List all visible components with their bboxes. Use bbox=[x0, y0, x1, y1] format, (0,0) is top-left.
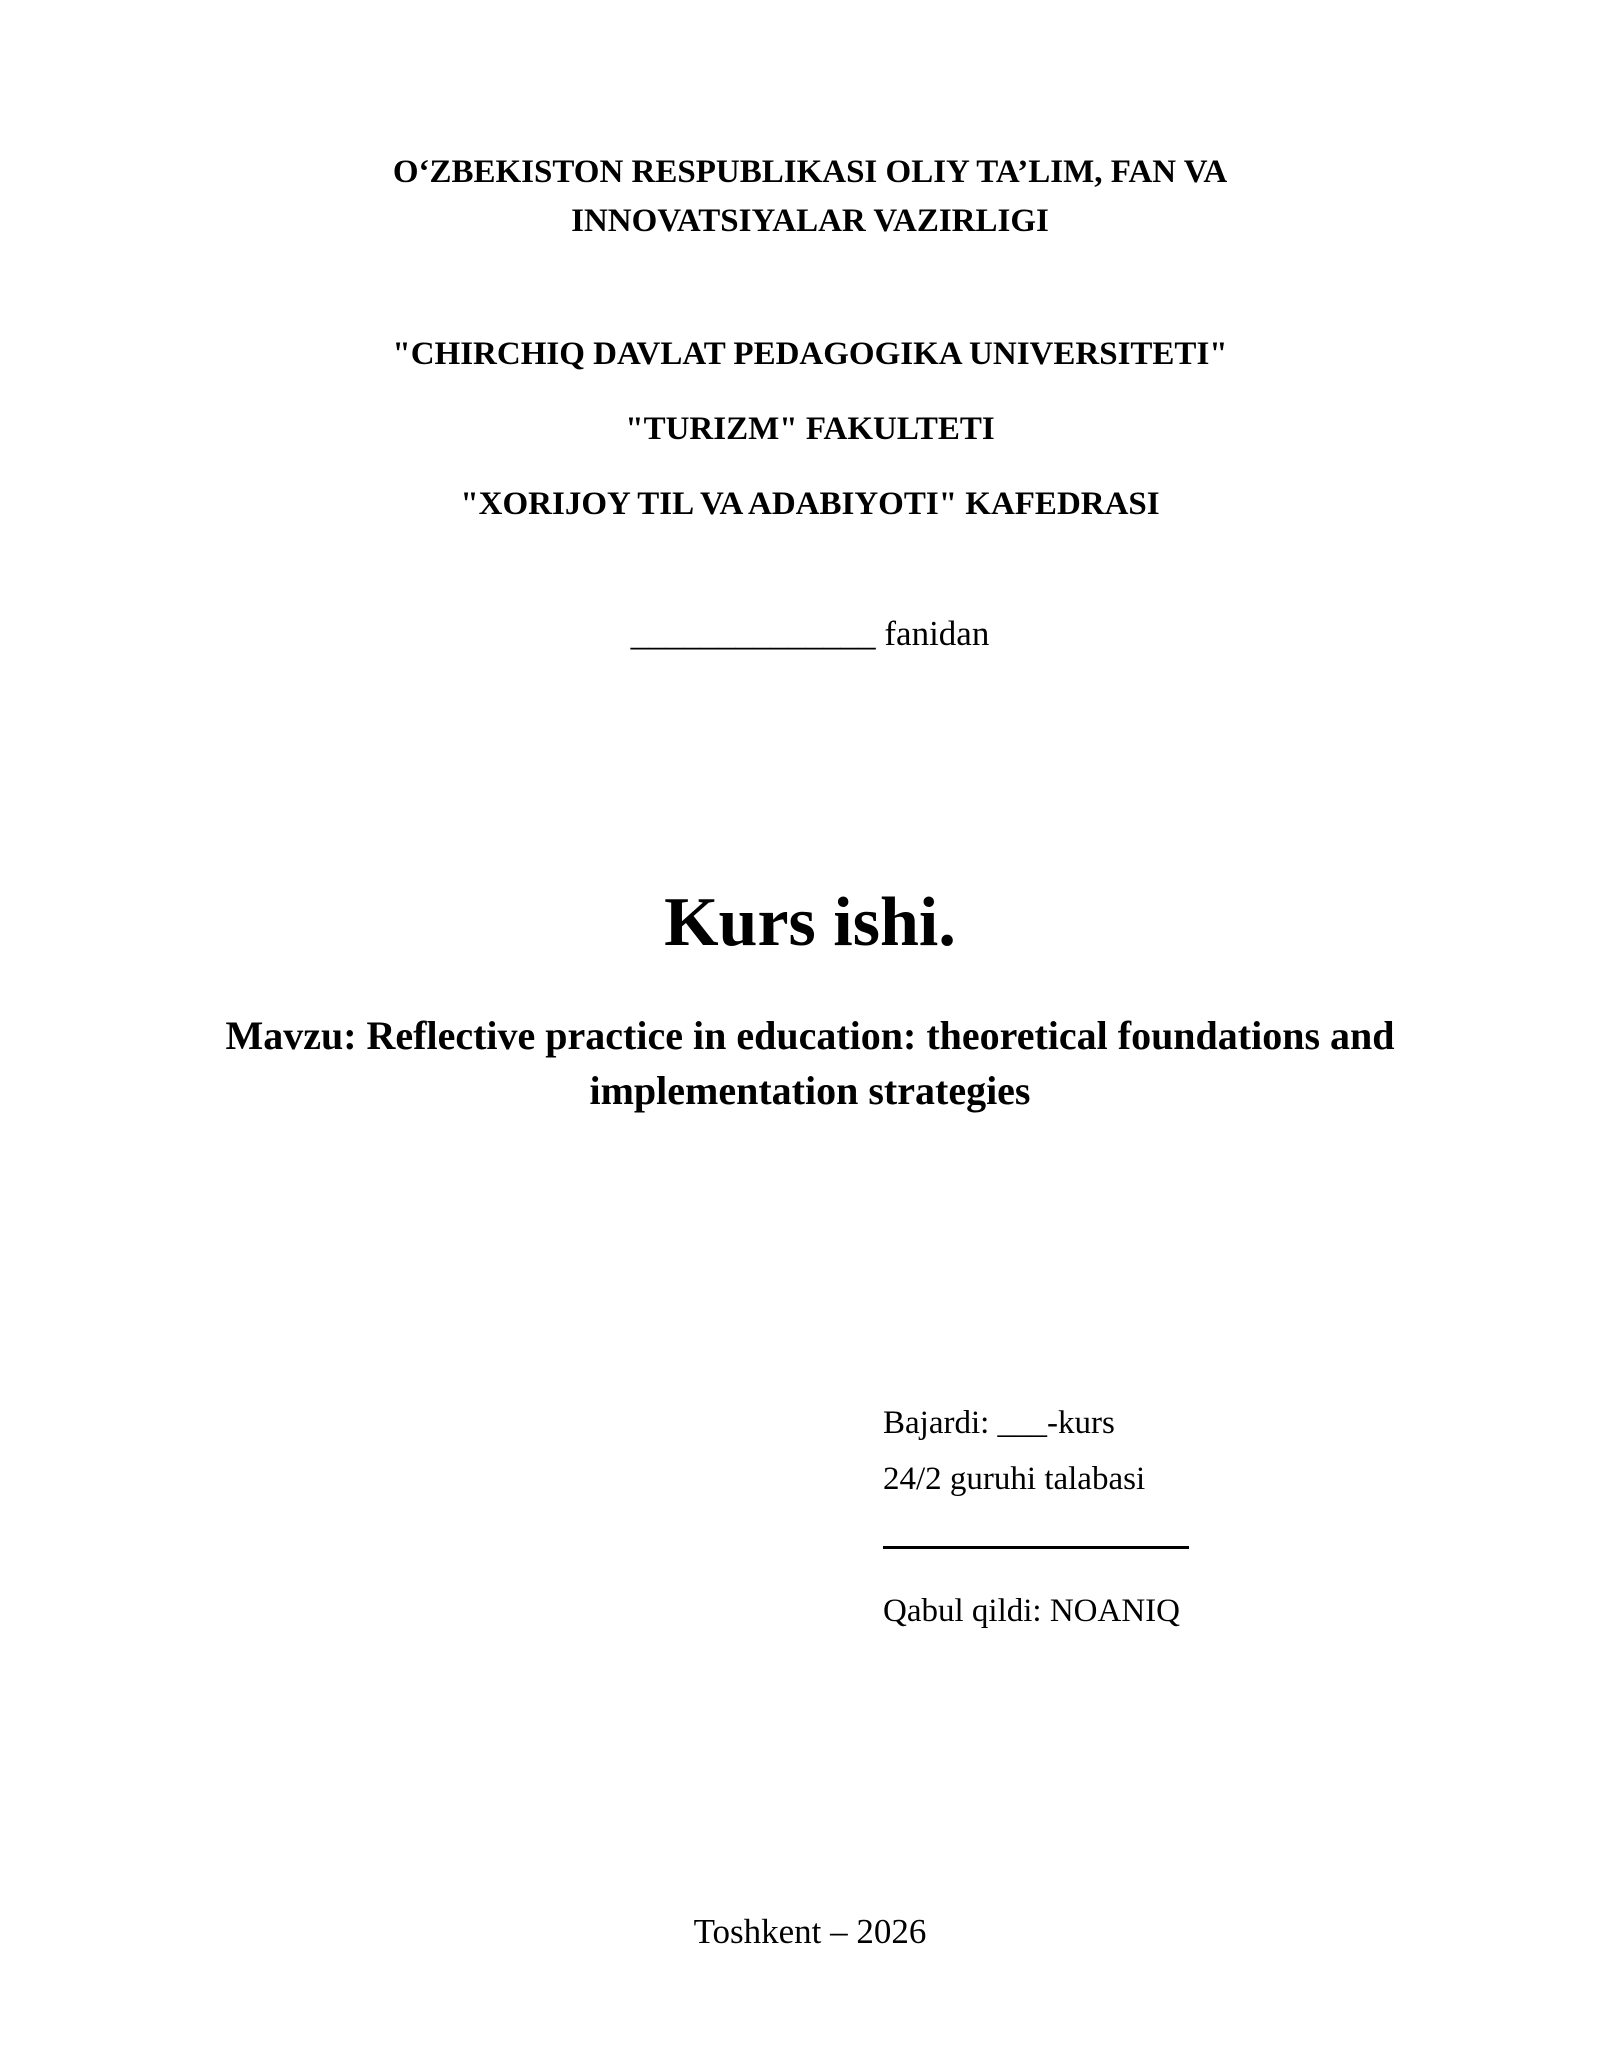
department-name: "XORIJOY TIL VA ADABIYOTI" KAFEDRASI bbox=[460, 486, 1160, 522]
ministry-heading bbox=[0, 148, 1600, 246]
topic-line-1: Mavzu: Reflective practice in education: theoretical foundations and bbox=[225, 1013, 1395, 1058]
accepted-by-label: Qabul qildi: NOANIQ bbox=[883, 1593, 1180, 1629]
done-by-label: Bajardi: ___-kurs bbox=[883, 1405, 1115, 1441]
ministry-line-1: O‘ZBEKISTON RESPUBLIKASI OLIY TA’LIM, FAN VA bbox=[392, 154, 1228, 190]
topic-line-2: implementation strategies bbox=[589, 1068, 1031, 1113]
ministry-line-2: INNOVATSIYALAR VAZIRLIGI bbox=[571, 203, 1049, 239]
university-name: "CHIRCHIQ DAVLAT PEDAGOGIKA UNIVERSITETI" bbox=[392, 336, 1228, 372]
document-title: Kurs ishi. bbox=[664, 884, 956, 961]
subject-line: ______________ fanidan bbox=[630, 614, 990, 653]
place-year: Toshkent – 2026 bbox=[693, 1912, 927, 1951]
topic-heading bbox=[0, 1008, 1600, 1118]
signature-line bbox=[883, 1546, 1189, 1549]
faculty-name: "TURIZM" FAKULTETI bbox=[625, 411, 995, 447]
group-label: 24/2 guruhi talabasi bbox=[883, 1461, 1146, 1497]
